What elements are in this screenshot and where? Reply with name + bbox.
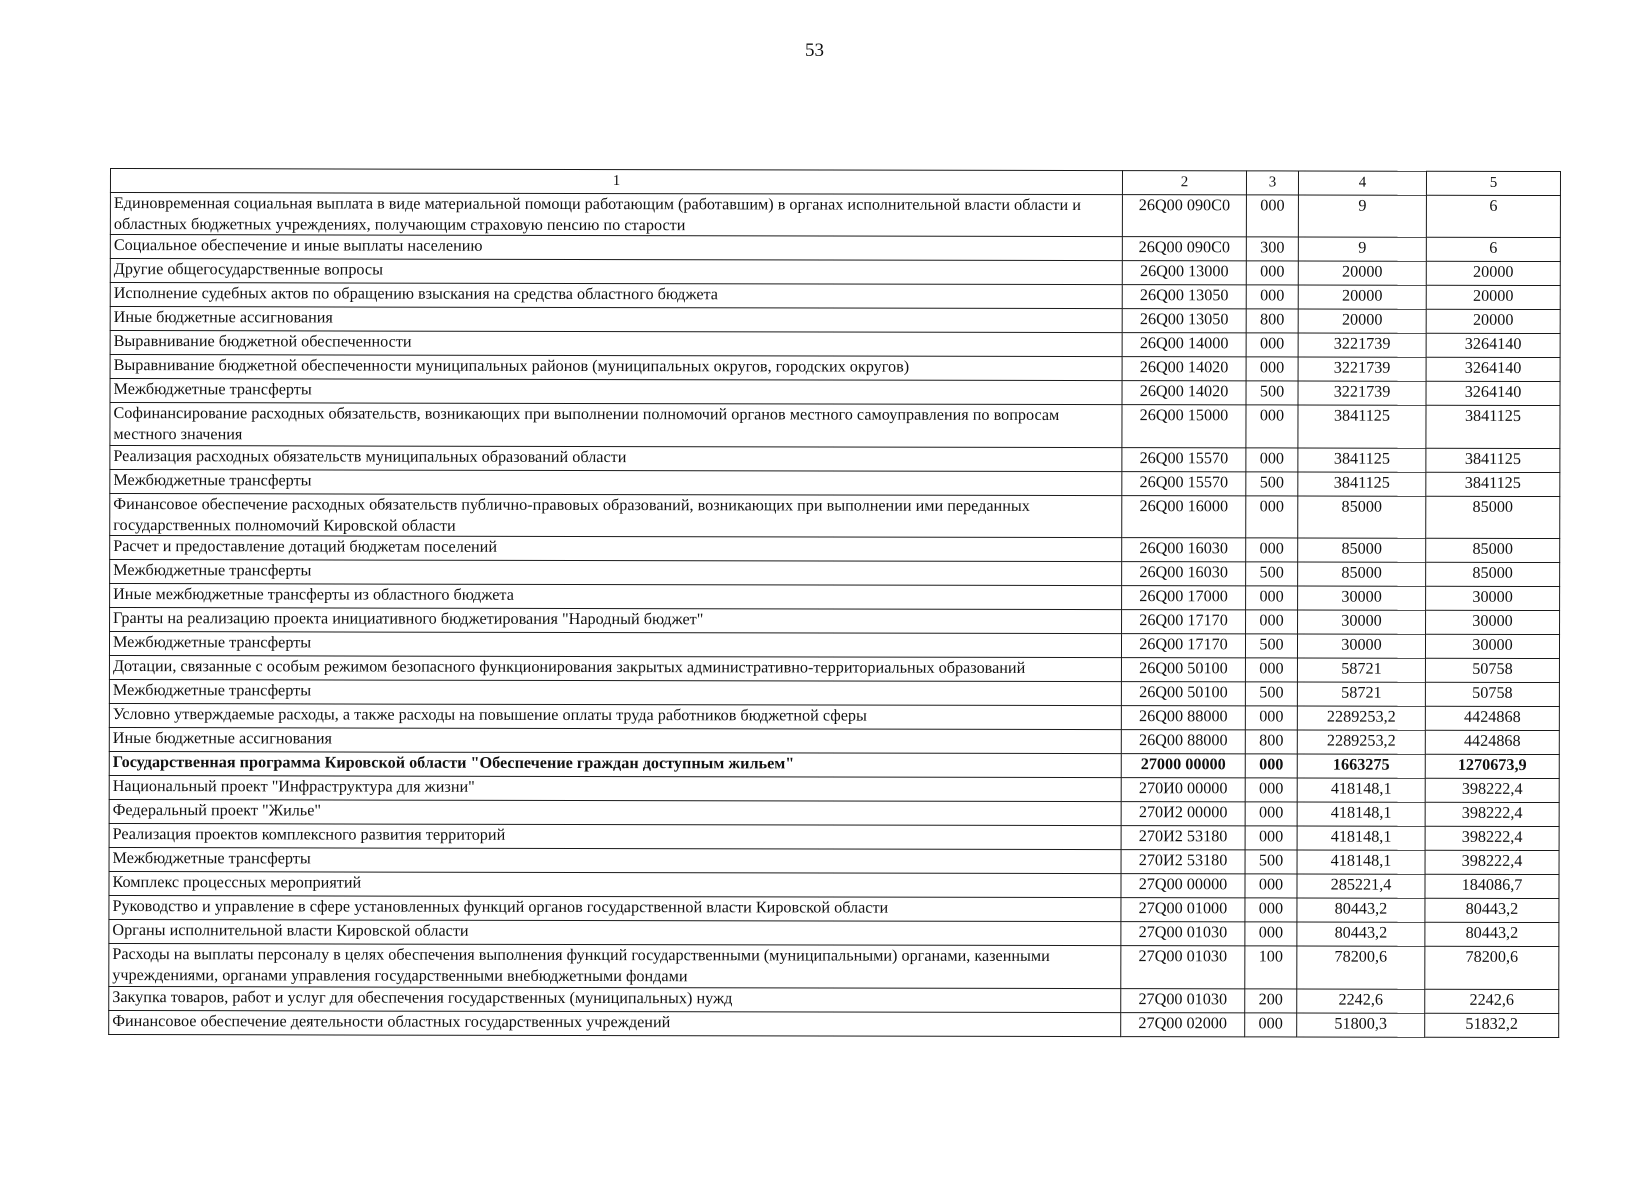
row-target-code: 26Q00 13000 bbox=[1122, 261, 1246, 285]
row-amount-year1: 285221,4 bbox=[1297, 874, 1425, 898]
row-name: Исполнение судебных актов по обращению взыскания на средства областного бюджета bbox=[110, 283, 1122, 309]
row-name: Иные межбюджетные трансферты из областного бюджета bbox=[110, 584, 1122, 610]
row-target-code: 26Q00 17170 bbox=[1121, 634, 1245, 658]
row-target-code: 26Q00 14020 bbox=[1122, 357, 1246, 381]
row-target-code: 27Q00 01000 bbox=[1121, 898, 1245, 922]
row-target-code: 26Q00 17170 bbox=[1122, 610, 1246, 634]
row-target-code: 26Q00 50100 bbox=[1121, 658, 1245, 682]
row-amount-year2: 2242,6 bbox=[1425, 989, 1559, 1013]
table-row bbox=[109, 944, 1559, 990]
page-number: 53 bbox=[805, 40, 824, 61]
row-expense-type: 300 bbox=[1246, 237, 1298, 261]
table-row bbox=[109, 752, 1559, 779]
row-expense-type: 200 bbox=[1245, 989, 1297, 1013]
row-amount-year2: 3264140 bbox=[1426, 358, 1560, 382]
table-row bbox=[110, 307, 1560, 334]
row-name: Выравнивание бюджетной обеспеченности bbox=[110, 331, 1122, 357]
row-target-code: 26Q00 16030 bbox=[1122, 562, 1246, 586]
table-row bbox=[110, 379, 1560, 406]
table-row bbox=[110, 536, 1560, 563]
table-row bbox=[110, 235, 1560, 262]
row-expense-type: 000 bbox=[1245, 898, 1297, 922]
row-amount-year2: 3841125 bbox=[1426, 448, 1560, 472]
row-target-code: 26Q00 14020 bbox=[1122, 381, 1246, 405]
row-amount-year2: 3264140 bbox=[1426, 382, 1560, 406]
row-amount-year2: 80443,2 bbox=[1425, 923, 1559, 947]
row-expense-type: 000 bbox=[1246, 285, 1298, 309]
row-amount-year2: 6 bbox=[1426, 238, 1560, 262]
row-target-code: 26Q00 16000 bbox=[1122, 496, 1246, 539]
row-amount-year2: 50758 bbox=[1425, 683, 1559, 707]
table-row bbox=[109, 632, 1559, 659]
row-target-code: 26Q00 16030 bbox=[1122, 538, 1246, 562]
row-amount-year1: 30000 bbox=[1297, 634, 1425, 658]
row-name: Финансовое обеспечение деятельности областных государственных учреждений bbox=[109, 1010, 1121, 1036]
row-amount-year1: 2242,6 bbox=[1297, 989, 1425, 1013]
row-name: Расчет и предоставление дотаций бюджетам поселений bbox=[110, 536, 1122, 562]
row-amount-year2: 3841125 bbox=[1426, 406, 1560, 449]
row-name: Органы исполнительной власти Кировской области bbox=[109, 920, 1121, 946]
row-amount-year1: 3841125 bbox=[1298, 448, 1426, 472]
table-row bbox=[109, 680, 1559, 707]
row-amount-year1: 78200,6 bbox=[1297, 946, 1425, 989]
row-amount-year1: 9 bbox=[1298, 195, 1426, 238]
row-expense-type: 500 bbox=[1246, 472, 1298, 496]
row-target-code: 26Q00 15570 bbox=[1122, 448, 1246, 472]
row-target-code: 27Q00 00000 bbox=[1121, 874, 1245, 898]
row-expense-type: 000 bbox=[1246, 405, 1298, 448]
table-row bbox=[109, 824, 1559, 851]
row-target-code: 26Q00 50100 bbox=[1121, 682, 1245, 706]
row-expense-type: 000 bbox=[1245, 874, 1297, 898]
budget-table bbox=[108, 168, 1561, 1038]
row-name: Дотации, связанные с особым режимом безопасного функционирования закрытых административно-территориальных образований bbox=[109, 656, 1121, 682]
row-amount-year1: 20000 bbox=[1298, 309, 1426, 333]
row-name: Закупка товаров, работ и услуг для обеспечения государственных (муниципальных) нужд bbox=[109, 986, 1121, 1012]
table-row bbox=[109, 776, 1559, 803]
row-amount-year1: 58721 bbox=[1297, 682, 1425, 706]
row-amount-year2: 85000 bbox=[1426, 539, 1560, 563]
row-expense-type: 500 bbox=[1245, 682, 1297, 706]
row-amount-year1: 2289253,2 bbox=[1297, 730, 1425, 754]
row-expense-type: 000 bbox=[1246, 448, 1298, 472]
row-target-code: 26Q00 13050 bbox=[1122, 285, 1246, 309]
row-name: Государственная программа Кировской области "Обеспечение граждан доступным жильем" bbox=[109, 752, 1121, 778]
row-expense-type: 000 bbox=[1246, 610, 1298, 634]
row-amount-year1: 418148,1 bbox=[1297, 826, 1425, 850]
row-name: Межбюджетные трансферты bbox=[109, 632, 1121, 658]
row-name: Иные бюджетные ассигнования bbox=[110, 307, 1122, 333]
row-amount-year2: 30000 bbox=[1425, 635, 1559, 659]
row-expense-type: 000 bbox=[1246, 586, 1298, 610]
row-amount-year1: 3841125 bbox=[1298, 472, 1426, 496]
table-row bbox=[110, 560, 1560, 587]
row-target-code: 26Q00 17000 bbox=[1122, 586, 1246, 610]
row-name: Комплекс процессных мероприятий bbox=[109, 872, 1121, 898]
row-amount-year1: 418148,1 bbox=[1297, 778, 1425, 802]
row-amount-year2: 184086,7 bbox=[1425, 875, 1559, 899]
table-row bbox=[110, 283, 1560, 310]
row-amount-year2: 30000 bbox=[1426, 587, 1560, 611]
row-name: Единовременная социальная выплата в виде материальной помощи работающим (работавшим) в органах исполнительной власти области и областных бюджетных учреждениях, получающим страховую пенсию по старости bbox=[110, 193, 1122, 238]
row-target-code: 270И0 00000 bbox=[1121, 778, 1245, 802]
row-expense-type: 000 bbox=[1245, 754, 1297, 778]
row-expense-type: 500 bbox=[1245, 634, 1297, 658]
row-amount-year1: 418148,1 bbox=[1297, 802, 1425, 826]
row-name: Реализация проектов комплексного развития территорий bbox=[109, 824, 1121, 850]
row-name: Другие общегосударственные вопросы bbox=[110, 259, 1122, 285]
row-target-code: 26Q00 090C0 bbox=[1122, 237, 1246, 261]
row-expense-type: 000 bbox=[1246, 496, 1298, 539]
row-name: Национальный проект "Инфраструктура для жизни" bbox=[109, 776, 1121, 802]
row-target-code: 26Q00 13050 bbox=[1122, 309, 1246, 333]
table-row bbox=[110, 259, 1560, 286]
table-row bbox=[109, 986, 1559, 1013]
row-amount-year1: 51800,3 bbox=[1297, 1013, 1425, 1037]
row-name: Федеральный проект "Жилье" bbox=[109, 800, 1121, 826]
row-amount-year1: 80443,2 bbox=[1297, 898, 1425, 922]
row-target-code: 26Q00 14000 bbox=[1122, 333, 1246, 357]
row-expense-type: 800 bbox=[1245, 730, 1297, 754]
row-expense-type: 800 bbox=[1246, 309, 1298, 333]
row-target-code: 27Q00 02000 bbox=[1121, 1012, 1245, 1036]
row-amount-year1: 58721 bbox=[1297, 658, 1425, 682]
row-amount-year2: 6 bbox=[1426, 195, 1560, 238]
table-row bbox=[109, 704, 1559, 731]
row-target-code: 26Q00 15000 bbox=[1122, 405, 1246, 448]
table-row bbox=[109, 848, 1559, 875]
row-amount-year2: 1270673,9 bbox=[1425, 755, 1559, 779]
column-header-year2: 5 bbox=[1426, 171, 1560, 195]
row-amount-year2: 398222,4 bbox=[1425, 827, 1559, 851]
row-target-code: 27Q00 01030 bbox=[1121, 946, 1245, 989]
table-row bbox=[109, 656, 1559, 683]
row-expense-type: 000 bbox=[1246, 195, 1298, 238]
row-amount-year1: 20000 bbox=[1298, 285, 1426, 309]
table-body bbox=[109, 193, 1561, 1038]
row-amount-year1: 2289253,2 bbox=[1297, 706, 1425, 730]
row-target-code: 26Q00 15570 bbox=[1122, 472, 1246, 496]
row-expense-type: 000 bbox=[1245, 802, 1297, 826]
row-amount-year1: 418148,1 bbox=[1297, 850, 1425, 874]
table-row bbox=[110, 445, 1560, 472]
row-amount-year2: 51832,2 bbox=[1425, 1013, 1559, 1037]
row-amount-year2: 80443,2 bbox=[1425, 899, 1559, 923]
table-row bbox=[109, 728, 1559, 755]
table-row bbox=[109, 1010, 1559, 1037]
row-amount-year1: 30000 bbox=[1298, 586, 1426, 610]
table-row bbox=[109, 896, 1559, 923]
row-name: Гранты на реализацию проекта инициативного бюджетирования "Народный бюджет" bbox=[110, 608, 1122, 634]
table-header bbox=[110, 169, 1560, 196]
table-row bbox=[110, 355, 1560, 382]
row-name: Социальное обеспечение и иные выплаты населению bbox=[110, 235, 1122, 261]
row-amount-year1: 3221739 bbox=[1298, 333, 1426, 357]
table-row bbox=[110, 403, 1560, 449]
row-target-code: 27Q00 01030 bbox=[1121, 922, 1245, 946]
row-amount-year2: 85000 bbox=[1426, 496, 1560, 539]
row-amount-year2: 30000 bbox=[1426, 611, 1560, 635]
row-expense-type: 500 bbox=[1245, 850, 1297, 874]
row-name: Иные бюджетные ассигнования bbox=[109, 728, 1121, 754]
row-target-code: 26Q00 88000 bbox=[1121, 706, 1245, 730]
row-amount-year1: 85000 bbox=[1298, 496, 1426, 539]
row-amount-year1: 9 bbox=[1298, 237, 1426, 261]
row-amount-year1: 3221739 bbox=[1298, 357, 1426, 381]
row-name: Межбюджетные трансферты bbox=[110, 379, 1122, 405]
table-row bbox=[109, 800, 1559, 827]
row-name: Реализация расходных обязательств муниципальных образований области bbox=[110, 445, 1122, 471]
row-name: Финансовое обеспечение расходных обязательств публично-правовых образований, возникающих при выполнении ими переданных государственных полномочий Кировской области bbox=[110, 493, 1122, 538]
row-amount-year1: 30000 bbox=[1298, 610, 1426, 634]
row-expense-type: 000 bbox=[1246, 261, 1298, 285]
row-expense-type: 000 bbox=[1245, 1013, 1297, 1037]
row-amount-year1: 85000 bbox=[1298, 562, 1426, 586]
row-amount-year2: 3264140 bbox=[1426, 334, 1560, 358]
row-target-code: 270И2 53180 bbox=[1121, 826, 1245, 850]
row-amount-year2: 4424868 bbox=[1425, 731, 1559, 755]
row-expense-type: 000 bbox=[1245, 778, 1297, 802]
row-name: Руководство и управление в сфере установленных функций органов государственной власти Кировской области bbox=[109, 896, 1121, 922]
row-expense-type: 000 bbox=[1246, 333, 1298, 357]
table-row bbox=[110, 193, 1560, 239]
row-amount-year2: 3841125 bbox=[1426, 472, 1560, 496]
row-name: Межбюджетные трансферты bbox=[110, 560, 1122, 586]
row-target-code: 270И2 53180 bbox=[1121, 850, 1245, 874]
row-name: Софинансирование расходных обязательств, возникающих при выполнении полномочий органов местного самоуправления по вопросам местного значения bbox=[110, 403, 1122, 448]
row-expense-type: 500 bbox=[1246, 562, 1298, 586]
row-target-code: 26Q00 88000 bbox=[1121, 730, 1245, 754]
row-amount-year1: 1663275 bbox=[1297, 754, 1425, 778]
row-name: Расходы на выплаты персоналу в целях обеспечения выполнения функций государственными (муниципальными) органами, казенными учреждениями, органами управления государственными внебюджетными фондами bbox=[109, 944, 1121, 989]
row-amount-year2: 398222,4 bbox=[1425, 803, 1559, 827]
row-expense-type: 000 bbox=[1245, 658, 1297, 682]
table-row bbox=[110, 584, 1560, 611]
row-name: Межбюджетные трансферты bbox=[110, 469, 1122, 495]
table-row bbox=[110, 469, 1560, 496]
row-amount-year1: 20000 bbox=[1298, 261, 1426, 285]
row-name: Межбюджетные трансферты bbox=[109, 848, 1121, 874]
table-row bbox=[109, 872, 1559, 899]
row-amount-year1: 3221739 bbox=[1298, 381, 1426, 405]
table-row bbox=[110, 331, 1560, 358]
column-header-csr: 2 bbox=[1122, 171, 1246, 195]
row-target-code: 27000 00000 bbox=[1121, 754, 1245, 778]
row-name: Межбюджетные трансферты bbox=[109, 680, 1121, 706]
row-expense-type: 000 bbox=[1245, 922, 1297, 946]
row-expense-type: 100 bbox=[1245, 946, 1297, 989]
row-name: Выравнивание бюджетной обеспеченности муниципальных районов (муниципальных округов, городских округов) bbox=[110, 355, 1122, 381]
row-amount-year2: 20000 bbox=[1426, 262, 1560, 286]
row-amount-year1: 80443,2 bbox=[1297, 922, 1425, 946]
row-amount-year2: 20000 bbox=[1426, 310, 1560, 334]
row-expense-type: 500 bbox=[1246, 381, 1298, 405]
row-amount-year1: 3841125 bbox=[1298, 405, 1426, 448]
row-target-code: 26Q00 090C0 bbox=[1122, 195, 1246, 238]
row-amount-year2: 50758 bbox=[1425, 659, 1559, 683]
column-header-vr: 3 bbox=[1246, 171, 1298, 195]
row-amount-year2: 78200,6 bbox=[1425, 947, 1559, 990]
row-expense-type: 000 bbox=[1246, 538, 1298, 562]
table-row bbox=[109, 920, 1559, 947]
row-amount-year2: 85000 bbox=[1426, 563, 1560, 587]
column-header-name: 1 bbox=[110, 169, 1122, 195]
column-header-year1: 4 bbox=[1298, 171, 1426, 195]
row-amount-year2: 398222,4 bbox=[1425, 779, 1559, 803]
row-expense-type: 000 bbox=[1245, 826, 1297, 850]
table-row bbox=[110, 608, 1560, 635]
row-amount-year1: 85000 bbox=[1298, 538, 1426, 562]
row-amount-year2: 4424868 bbox=[1425, 707, 1559, 731]
row-expense-type: 000 bbox=[1246, 357, 1298, 381]
row-amount-year2: 20000 bbox=[1426, 286, 1560, 310]
row-expense-type: 000 bbox=[1245, 706, 1297, 730]
row-amount-year2: 398222,4 bbox=[1425, 851, 1559, 875]
row-target-code: 27Q00 01030 bbox=[1121, 988, 1245, 1012]
table-row bbox=[110, 493, 1560, 539]
row-name: Условно утверждаемые расходы, а также расходы на повышение оплаты труда работников бюджетной сферы bbox=[109, 704, 1121, 730]
row-target-code: 270И2 00000 bbox=[1121, 802, 1245, 826]
